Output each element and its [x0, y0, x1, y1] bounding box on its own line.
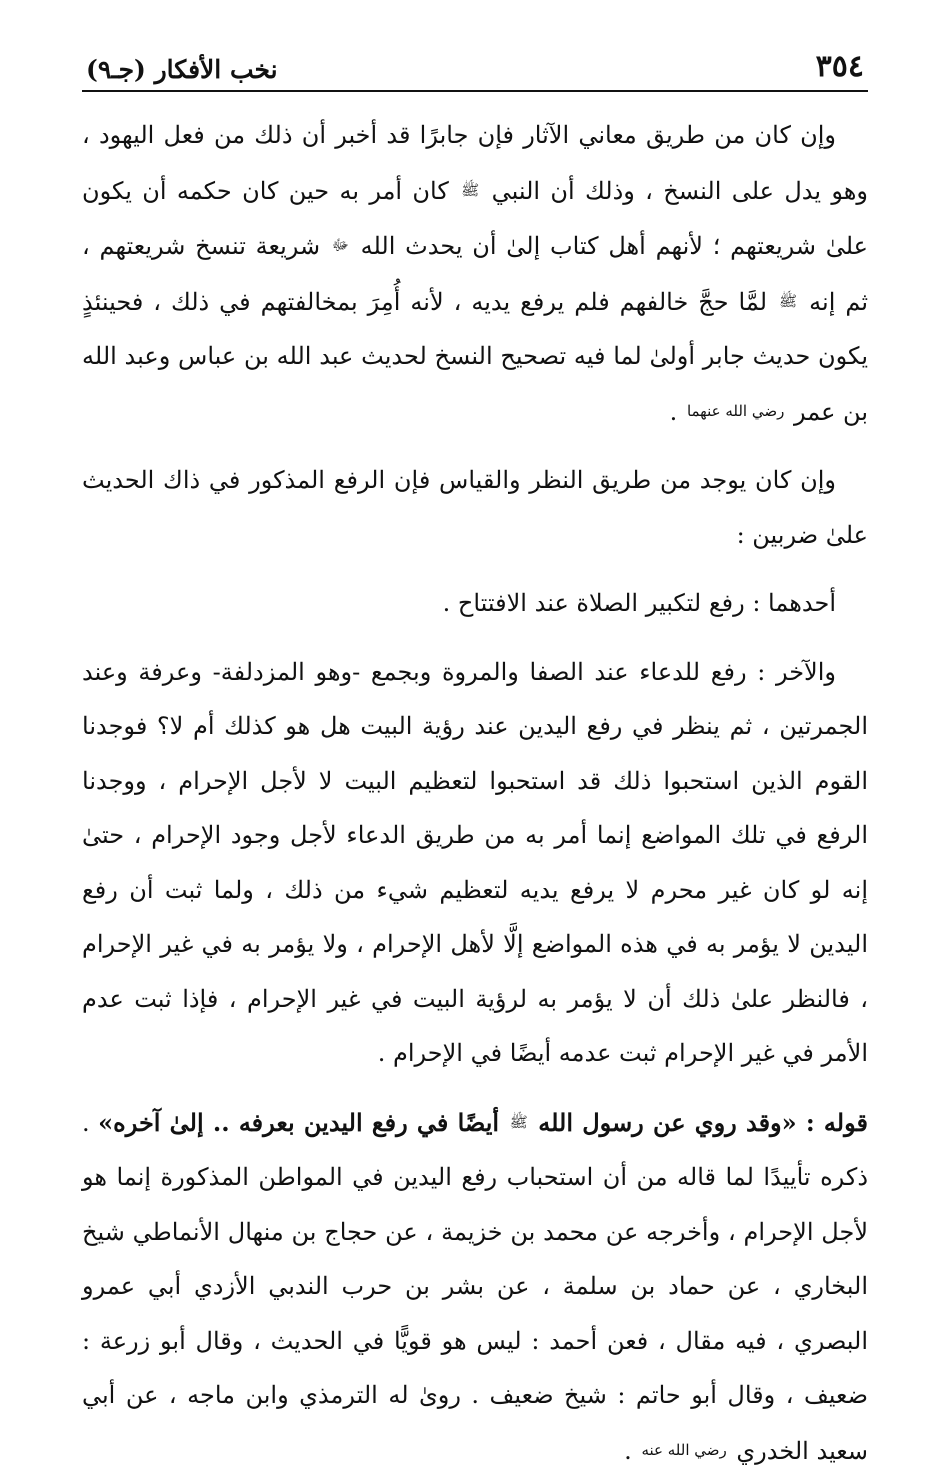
azza-honorific: ﷻ [332, 236, 349, 254]
paragraph-5 [82, 1095, 868, 1478]
quote-text-a: قوله : «وقد روي عن رسول الله [538, 1108, 868, 1137]
paragraph-1 [82, 108, 868, 439]
radiya-dual-honorific: رضي الله عنهما [687, 402, 784, 420]
paragraph-1-text-c: شريعة تنسخ شريعتهم ، ثم إنه [82, 232, 868, 316]
commentary-end: . [624, 1437, 632, 1465]
page-number: ٣٥٤ [816, 49, 864, 84]
paragraph-1-text-a: وإن كان من طريق معاني الآثار فإن جابرًا قد أخبر أن ذلك من فعل اليهود ، وهو يدل على النسخ ، وذلك أن النبي [82, 121, 868, 205]
salla-honorific: ﷺ [461, 181, 479, 199]
salla-honorific: ﷺ [510, 1113, 528, 1131]
running-title: نخب الأفكار (جـ٩) [86, 55, 278, 84]
paragraph-1-text-d: لمَّا حجَّ خالفهم فلم يرفع يديه ، لأنه أُمِرَ بمخالفتهم في ذلك ، فحينئذٍ يكون حديث جابر أولىٰ لما فيه تصحيح النسخ لحديث عبد الله بن عباس وعبد الله بن عمر [82, 288, 868, 426]
paragraph-2: وإن كان يوجد من طريق النظر والقياس فإن الرفع المذكور في ذاك الحديث علىٰ ضربين : [82, 453, 868, 562]
radiya-honorific: رضي الله عنه [641, 1441, 726, 1459]
quote-text-b: أيضًا في رفع اليدين بعرفه .. إلىٰ آخره» [98, 1108, 499, 1137]
paragraph-4: والآخر : رفع للدعاء عند الصفا والمروة وبجمع -وهو المزدلفة- وعرفة وعند الجمرتين ، ثم ينظر في رفع اليدين عند رؤية البيت هل هو كذلك أم لا؟ فوجدنا القوم الذين استحبوا ذلك قد استحبوا لتعظيم البيت لا لأجل الإحرام ، ووجدنا الرفع في تلك المواضع إنما أمر به من طريق الدعاء لأجل وجود الإحرام ، حتىٰ إنه لو كان غير محرم لا يرفع يديه لتعظيم شيء من ذلك ، ولما ثبت أن رفع اليدين لا يؤمر به في هذه المواضع إلَّا لأهل الإحرام ، ولا يؤمر به في غير الإحرام ، فالنظر علىٰ ذلك أن لا يؤمر به لرؤية البيت في غير الإحرام ، فإذا ثبت عدم الأمر في غير الإحرام ثبت عدمه أيضًا في الإحرام . [82, 645, 868, 1081]
paragraph-3: أحدهما : رفع لتكبير الصلاة عند الافتتاح . [82, 576, 868, 631]
paragraph-1-text-e: . [670, 398, 678, 426]
commentary-text: . ذكره تأييدًا لما قاله من أن استحباب رفع اليدين في المواطن المذكورة إنما هو لأجل الإحرام ، وأخرجه عن محمد بن خزيمة ، عن حجاج بن منهال الأنماطي شيخ البخاري ، عن حماد بن سلمة ، عن بشر بن حرب الندبي الأزدي أبي عمرو البصري ، فيه مقال ، فعن أحمد : ليس هو قويًّا في الحديث ، وقال أبو زرعة : ضعيف ، وقال أبو حاتم : شيخ ضعيف . روىٰ له الترمذي وابن ماجه ، عن أبي سعيد الخدري [82, 1109, 868, 1465]
page-body [82, 108, 868, 1478]
paragraph-1-text-b: كان أمر به حين كان حكمه أن يكون علىٰ شريعتهم ؛ لأنهم أهل كتاب إلىٰ أن يحدث الله [82, 177, 868, 261]
salla-honorific: ﷺ [779, 292, 797, 310]
page-header [82, 46, 868, 92]
